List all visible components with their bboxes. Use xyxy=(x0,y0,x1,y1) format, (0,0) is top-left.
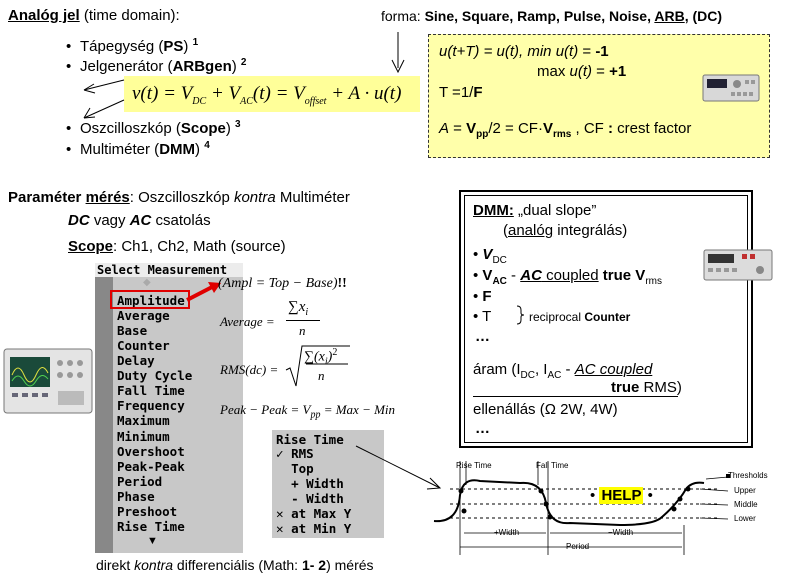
rms-numerator: $\sum(x_i)^2$ xyxy=(304,347,338,368)
device-dmm: • Multiméter (DMM) $^4$ xyxy=(66,140,210,158)
menu-item-base[interactable]: Base xyxy=(117,323,148,338)
submenu-item-plus-width[interactable]: + Width xyxy=(291,476,344,491)
device-ps: • Tápegység (PS) $^1$ xyxy=(66,37,199,55)
rms-lhs: RMS(dc) = xyxy=(220,362,279,377)
submenu-item-rise-time[interactable]: Rise Time xyxy=(276,432,344,447)
menu-item-phase[interactable]: Phase xyxy=(117,489,155,504)
cross-icon: ✕ xyxy=(276,521,284,536)
cross-icon: ✕ xyxy=(276,506,284,521)
check-icon: ✓ xyxy=(276,446,284,461)
dmm-resistance: ellenállás (Ω 2W, 4W) xyxy=(473,401,618,418)
average-numerator: $\sum x_i$ xyxy=(288,299,309,318)
label-minus-width: −Width xyxy=(608,528,634,537)
submenu-item-at-min-y[interactable]: ✕ at Min Y xyxy=(276,521,352,536)
menu-item-peak-peak[interactable]: Peak-Peak xyxy=(117,459,185,474)
dmm-vac: • $V_{AC}$ - AC coupled true $V_{rms}$ xyxy=(473,267,662,287)
menu-item-maximum[interactable]: Maximum xyxy=(117,413,170,428)
submenu-item-rms[interactable]: ✓ RMS xyxy=(276,446,314,461)
menu-item-minimum[interactable]: Minimum xyxy=(117,429,170,444)
dmm-dots: … xyxy=(475,328,490,345)
menu-item-period[interactable]: Period xyxy=(117,474,163,489)
label-rise-time: Rise Time xyxy=(456,461,492,470)
bottom-note: direkt kontra differenciális (Math: 1- 2) mérés xyxy=(96,557,374,573)
signal-formula: $v(t) = V_{DC} + V_{AC}(t) = V_{offset} + A \cdot u(t)$ xyxy=(132,83,402,107)
reciprocal-counter: reciprocal Counter xyxy=(529,310,631,324)
dmm-current: áram ($I_{DC}$, $I_{AC}$ - AC coupled xyxy=(473,361,653,381)
ampl-formula: (Ampl = Top − Base)!! xyxy=(218,276,347,291)
dmm-dots-2: … xyxy=(475,420,490,437)
menu-item-fall-time[interactable]: Fall Time xyxy=(117,383,185,398)
help-callout: • HELP • xyxy=(590,487,653,504)
def-line-2: max u(t) = +1 xyxy=(537,63,627,80)
menu-item-frequency[interactable]: Frequency xyxy=(117,398,185,413)
menu-item-delay[interactable]: Delay xyxy=(117,353,155,368)
average-lhs: Average = xyxy=(220,314,275,329)
peak-peak-formula: Peak − Peak = $V_{pp}$ = Max − Min xyxy=(220,402,396,421)
coupling-line: DC vagy AC csatolás xyxy=(68,212,211,229)
menu-item-counter[interactable]: Counter xyxy=(117,338,170,353)
dmm-t: • T xyxy=(473,308,492,325)
parameter-heading: Paraméter mérés: Oszcilloszkóp kontra Multiméter xyxy=(8,189,350,206)
menu-item-preshoot[interactable]: Preshoot xyxy=(117,504,178,519)
device-scope: • Oszcilloszkóp (Scope) $^3$ xyxy=(66,119,241,137)
def-line-4: $A = V_{pp}/2 = CF\cdot V_{rms}$ , CF : crest factor xyxy=(439,120,692,140)
label-lower: Lower xyxy=(734,514,756,523)
menu-item-amplitude[interactable]: Amplitude xyxy=(117,293,185,308)
scroll-up-icon[interactable]: ◆ xyxy=(143,277,151,288)
dmm-heading: DMM: „dual slope” xyxy=(473,202,597,219)
rms-denominator: n xyxy=(318,368,325,383)
dmm-f: • F xyxy=(473,288,492,305)
def-line-3: T =1/F xyxy=(439,84,483,101)
device-arbgen: • Jelgenerátor (ARBgen) $^2$ xyxy=(66,57,247,75)
menu-title: Select Measurement xyxy=(95,263,243,277)
dmm-vdc: • $V_{DC}$ xyxy=(473,246,507,266)
menu-item-rise-time[interactable]: Rise Time xyxy=(117,519,185,534)
label-period: Period xyxy=(566,542,590,551)
submenu-item-top[interactable]: Top xyxy=(291,461,314,476)
label-plus-width: +Width xyxy=(494,528,520,537)
menu-item-duty-cycle[interactable]: Duty Cycle xyxy=(117,368,193,383)
submenu-item-minus-width[interactable]: - Width xyxy=(291,491,344,506)
label-upper: Upper xyxy=(734,486,756,495)
label-fall-time: Fall Time xyxy=(536,461,569,470)
scope-line: Scope: Ch1, Ch2, Math (source) xyxy=(68,238,286,255)
slide-title: Analóg jel (time domain): xyxy=(8,7,180,24)
menu-item-overshoot[interactable]: Overshoot xyxy=(117,444,185,459)
average-denominator: n xyxy=(299,323,306,338)
scroll-down-icon[interactable]: ▼ xyxy=(147,535,158,547)
dmm-analog-line: (analóg integrálás) xyxy=(503,222,628,239)
def-line-1: u(t+T) = u(t), min u(t) = -1 xyxy=(439,43,609,60)
menu-item-average[interactable]: Average xyxy=(117,308,170,323)
dmm-current-true-rms: true RMS) xyxy=(611,379,682,396)
label-middle: Middle xyxy=(734,500,758,509)
forma-line: forma: Sine, Square, Ramp, Pulse, Noise, ARB, (DC) xyxy=(381,8,723,24)
help-label: HELP xyxy=(601,487,642,504)
label-thresholds: Thresholds xyxy=(728,471,768,480)
submenu-item-at-max-y[interactable]: ✕ at Max Y xyxy=(276,506,352,521)
